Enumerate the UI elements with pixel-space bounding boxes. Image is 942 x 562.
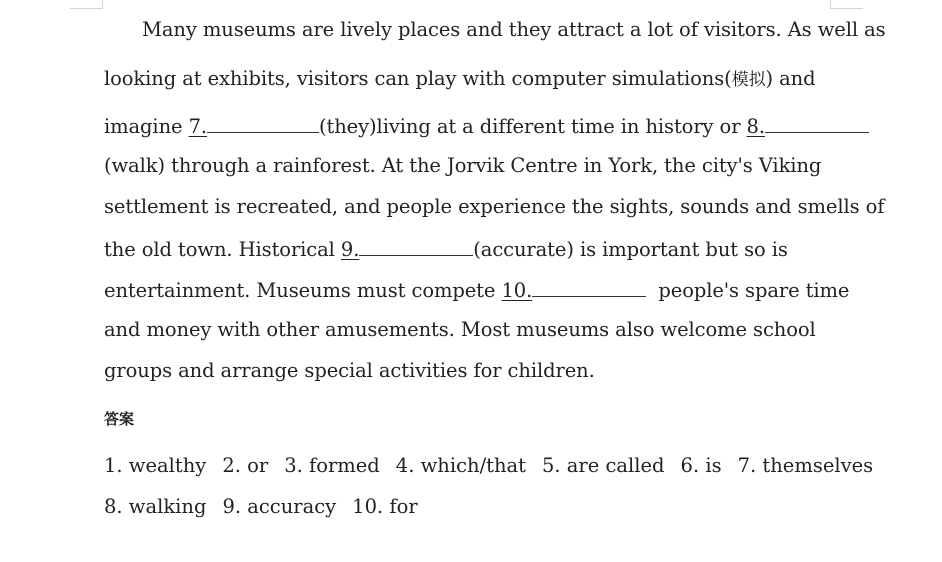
passage-text: settlement is recreated, and people experience the sights, sounds and smells of bbox=[104, 195, 885, 218]
passage-line-8 bbox=[104, 318, 816, 342]
blank-underline bbox=[207, 113, 319, 133]
passage-text: Many museums are lively places and they attract a lot of visitors. As well as bbox=[142, 18, 886, 41]
answer-item: 5. are called bbox=[542, 454, 665, 477]
blank-10[interactable] bbox=[501, 277, 646, 303]
passage-text: (they)living at a different time in history or bbox=[318, 115, 747, 138]
passage-line-6 bbox=[104, 236, 788, 262]
passage-text: and money with other amusements. Most museums also welcome school bbox=[104, 318, 816, 341]
passage-chinese-gloss: 模拟 bbox=[731, 70, 766, 90]
passage-text: entertainment. Museums must compete bbox=[104, 279, 502, 302]
passage-line-2 bbox=[104, 67, 815, 92]
answer-heading: 答案 bbox=[104, 410, 135, 428]
passage-text: (accurate) is important but so is bbox=[473, 238, 788, 261]
answer-item: 1. wealthy bbox=[104, 454, 207, 477]
answer-item: 6. is bbox=[680, 454, 722, 477]
blank-number: 10. bbox=[501, 279, 533, 302]
answer-row-2 bbox=[104, 495, 418, 519]
answer-item: 2. or bbox=[222, 454, 269, 477]
passage-line-9 bbox=[104, 359, 595, 383]
passage-line-3 bbox=[104, 113, 869, 139]
passage-line-5 bbox=[104, 195, 884, 219]
passage-text: ) and bbox=[765, 67, 816, 90]
blank-underline bbox=[765, 113, 869, 133]
passage-text: the old town. Historical bbox=[104, 238, 341, 261]
blank-underline bbox=[532, 277, 646, 297]
answer-item: 3. formed bbox=[284, 454, 380, 477]
blank-underline bbox=[359, 236, 473, 256]
answer-row-1 bbox=[104, 454, 873, 478]
answer-item: 10. for bbox=[352, 495, 418, 518]
answer-item: 9. accuracy bbox=[222, 495, 337, 518]
page-corner-mark-left bbox=[70, 0, 103, 9]
answer-item: 4. which/that bbox=[395, 454, 526, 477]
page-corner-mark-right bbox=[830, 0, 863, 9]
blank-number: 8. bbox=[746, 115, 765, 138]
passage-text: people's spare time bbox=[646, 279, 850, 302]
answer-item: 8. walking bbox=[104, 495, 207, 518]
passage-text: imagine bbox=[104, 115, 189, 138]
passage-text: groups and arrange special activities for children. bbox=[104, 359, 595, 382]
passage-text: looking at exhibits, visitors can play with computer simulations( bbox=[104, 67, 732, 90]
passage-line-4 bbox=[104, 154, 821, 178]
blank-number: 9. bbox=[340, 238, 360, 261]
blank-8[interactable] bbox=[747, 113, 869, 139]
blank-9[interactable] bbox=[341, 236, 473, 262]
answer-item: 7. themselves bbox=[737, 454, 874, 477]
passage-line-7 bbox=[104, 277, 849, 303]
passage-line-1 bbox=[142, 18, 886, 42]
blank-7[interactable] bbox=[189, 113, 319, 139]
blank-number: 7. bbox=[188, 115, 207, 138]
passage-text: (walk) through a rainforest. At the Jorvik Centre in York, the city's Viking bbox=[104, 154, 822, 177]
